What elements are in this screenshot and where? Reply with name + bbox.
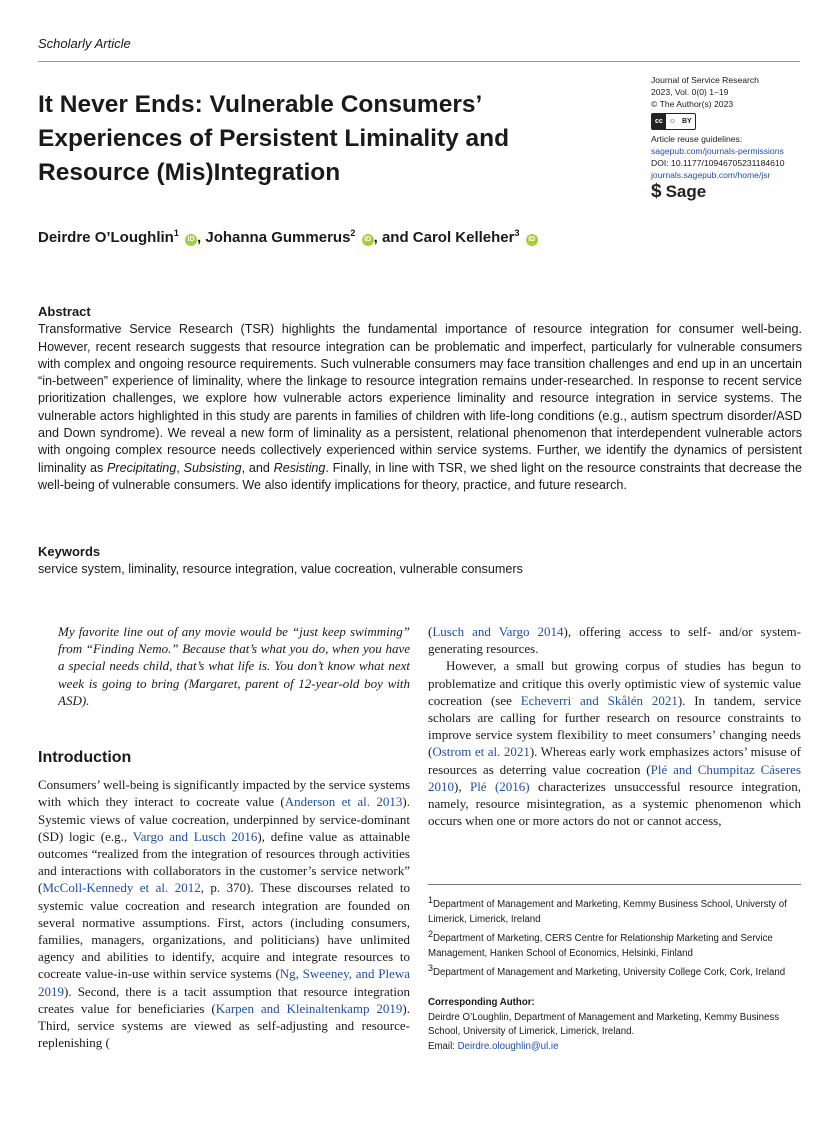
cc-by-license-icon[interactable]: cc ☺ BY: [651, 113, 696, 130]
reuse-label: Article reuse guidelines:: [651, 134, 743, 145]
epigraph-quote: My favorite line out of any movie would be “just keep swimming” from “Finding Nemo.” Because that’s what you do, when you have a special needs child, that’s what life is. You don’t know what next week is going to bring (Margaret, parent of 12-year-old boy with ASD).: [58, 624, 410, 708]
affiliations: [428, 893, 803, 981]
citation-link[interactable]: Echeverri and Skålén 2021: [520, 692, 678, 708]
introduction-heading: Introduction: [38, 749, 132, 767]
citation-link[interactable]: Lusch and Vargo 2014: [432, 624, 564, 639]
doi: DOI: 10.1177/10946705231184610: [651, 157, 785, 168]
author-name: Carol Kelleher: [412, 229, 515, 246]
journal-home-link[interactable]: journals.sagepub.com/home/jsr: [651, 169, 771, 180]
right-column: [428, 623, 801, 829]
abstract-text: Transformative Service Research (TSR) highlights the fundamental importance of resource integration for consumer well-being. However, recent research suggests that resource integration can be problematic and imperfect, particularly for vulnerable consumers with complex and ongoing resource requirements. Such vulnerable consumers may face transition challenges and end up in an uncertain “in-between” experience of liminality, where the linkage to resource integration remains under-researched. In response to recent service prioritization challenges, we explore how vulnerable actors experience liminality and resource integration in service systems. The vulnerable actors highlighted in this study are parents in families of children with life-long conditions (e.g., autism spectrum disorder/ASD and Down syndrome). We reveal a new form of liminality as a persistent, relational phenomenon that interdependent vulnerable actors with ongoing complex resource needs collectively experienced within service systems. Further, we identify the dynamics of persistent liminality as Precipitating, Subsisting, and Resisting. Finally, in line with TSR, we shed light on the resource constraints that decrease the well-being of vulnerable consumers. We also identify implications for theory, practice, and future research.: [38, 322, 802, 492]
citation-link[interactable]: Karpen and Kleinaltenkamp 2019: [215, 1000, 403, 1016]
sage-logo: $ Sage: [651, 180, 707, 202]
author-name: Johanna Gummerus: [205, 229, 351, 246]
affiliation-item: $^2$Department of Marketing, CERS Centre for Relationship Marketing and Service Management, Hanken School of Economics, Helsinki, Finland: [428, 929, 773, 959]
citation-link[interactable]: Anderson et al. 2013: [284, 794, 403, 810]
journal-volume: 2023, Vol. 0(0) 1–19: [651, 86, 729, 97]
author-list: Deirdre O’Loughlin$^1$ iD , Johanna Gummerus$^2$ iD , and Carol Kelleher$^3$ iD: [38, 228, 538, 246]
affiliation-item: $^1$Department of Management and Marketing, Kemmy Business School, Universty of Limerick, Limerick, Ireland: [428, 895, 787, 925]
permissions-link[interactable]: sagepub.com/journals-permissions: [651, 146, 784, 157]
footnote-divider: [428, 884, 801, 885]
corresponding-address: Deirdre O’Loughlin, Department of Management and Marketing, Kemmy Business School, University of Limerick, Limerick, Ireland.: [428, 1011, 780, 1037]
header-divider: [38, 61, 800, 62]
email-link[interactable]: Deirdre.oloughlin@ul.ie: [457, 1040, 559, 1052]
citation-link[interactable]: McColl-Kennedy et al. 2012: [42, 880, 201, 896]
article-title: It Never Ends: Vulnerable Consumers’ Experiences of Persistent Liminality and Resource (Mis)Integration: [38, 91, 510, 186]
citation-link[interactable]: Ng, Sweeney, and Plewa 2019: [38, 966, 411, 999]
intro-paragraph-continued: (Lusch and Vargo 2014), offering access to self- and/or system-generating resources.: [428, 624, 801, 657]
citation-link[interactable]: Ostrom et al. 2021: [432, 744, 530, 760]
corresponding-email-line: Email: Deirdre.oloughlin@ul.ie: [428, 1040, 559, 1052]
article-type-label: Scholarly Article: [38, 36, 131, 51]
author-name: Deirdre O’Loughlin: [38, 229, 174, 246]
corresponding-author: [428, 996, 803, 1054]
orcid-icon[interactable]: iD: [526, 234, 538, 246]
journal-name: Journal of Service Research: [651, 75, 759, 85]
corresponding-heading: Corresponding Author:: [428, 997, 535, 1008]
keywords-heading: Keywords: [38, 544, 101, 559]
citation-link[interactable]: Plé (2016): [469, 778, 530, 794]
citation-link[interactable]: Plé and Chumpitaz Cáseres 2010: [428, 761, 802, 794]
left-column: [38, 623, 410, 1051]
abstract-heading: Abstract: [38, 304, 91, 319]
journal-metadata: [651, 75, 821, 202]
orcid-icon[interactable]: iD: [362, 234, 374, 246]
keywords-section: [38, 543, 802, 578]
intro-paragraph: Consumers’ well-being is significantly impacted by the service systems with which they interact to cocreate value (Anderson et al. 2013). Systemic views of value cocreation, underpinned by service-dominant (SD) logic (e.g., Vargo and Lusch 2016), define value as attainable outcomes “realized from the integration of resources through activities and interactions with collaborators in the customer’s service network” (McColl-Kennedy et al. 2012, p. 370). These discourses related to systemic value cocreation and research integration are founded on several normative assumptions. First, actors (including consumers, families, managers, organizations, and politicians) have unlimited agency and abilities to identify, acquire and integrate resources to cocreate value-in-use within service systems (Ng, Sweeney, and Plewa 2019). Second, there is a tacit assumption that resource integration creates value for beneficiaries (Karpen and Kleinaltenkamp 2019). Third, service systems are viewed as self-adjusting and resource-replenishing (: [38, 777, 411, 1051]
citation-link[interactable]: Vargo and Lusch 2016: [132, 828, 258, 844]
abstract-section: [38, 303, 802, 494]
sage-s-icon: $: [651, 180, 662, 202]
person-icon: ☺: [668, 117, 676, 125]
copyright-notice: © The Author(s) 2023: [651, 98, 734, 109]
keywords-list: service system, liminality, resource integration, value cocreation, vulnerable consumers: [38, 562, 523, 576]
orcid-icon[interactable]: iD: [185, 234, 197, 246]
affiliation-item: $^3$Department of Management and Marketing, University College Cork, Cork, Ireland: [428, 963, 786, 979]
intro-paragraph: However, a small but growing corpus of studies has begun to problematize and critique this overly optimistic view of systemic value cocreation (see Echeverri and Skålén 2021). In tandem, service scholars are calling for further research on resource constraints to improve service system flexibility to meet consumers’ changing needs (Ostrom et al. 2021). Whereas early work emphasizes actors’ misuse of resources as deterring value cocreation (Plé and Chumpitaz Cáseres 2010), Plé (2016) characterizes unsuccessful resource integration, namely, resource misintegration, as a systemic phenomenon which occurs when one or more actors do not or cannot access,: [428, 658, 802, 829]
